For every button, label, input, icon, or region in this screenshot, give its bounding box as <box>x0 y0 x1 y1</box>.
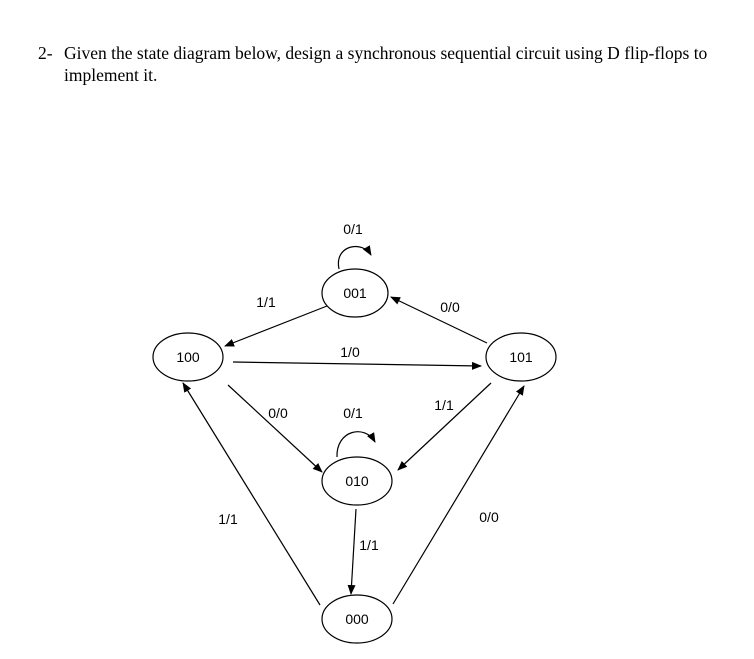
transition-101-to-010 <box>398 383 491 470</box>
transition-010-to-000 <box>351 509 379 594</box>
state-label: 001 <box>343 285 367 301</box>
transition-label: 0/1 <box>343 221 363 237</box>
transition-001-self-loop <box>338 221 371 269</box>
state-label: 100 <box>176 349 200 365</box>
state-010 <box>322 457 392 505</box>
state-label: 000 <box>345 611 369 627</box>
transition-000-to-101 <box>393 386 524 604</box>
transition-100-to-010 <box>228 385 322 472</box>
transition-100-to-101 <box>233 344 481 366</box>
transition-label: 0/1 <box>343 405 363 421</box>
transition-label: 1/1 <box>218 511 238 527</box>
question-body: Given the state diagram below, design a synchronous sequential circuit using D flip-flops to implement it. <box>64 43 708 85</box>
transition-label: 0/0 <box>268 405 288 421</box>
transition-label: 1/1 <box>434 397 454 413</box>
state-000 <box>322 595 392 643</box>
transition-001-to-100 <box>225 294 327 346</box>
state-label: 101 <box>509 349 533 365</box>
transition-101-to-001 <box>391 297 487 343</box>
transition-000-to-100 <box>183 383 320 605</box>
state-101 <box>486 333 556 381</box>
transition-label: 0/0 <box>440 299 460 315</box>
transition-010-self-loop <box>337 405 375 457</box>
state-label: 010 <box>345 473 369 489</box>
transition-label: 1/1 <box>256 294 276 310</box>
question-number: 2- <box>38 43 53 63</box>
state-001 <box>322 269 388 317</box>
state-100 <box>153 333 223 381</box>
transition-label: 1/1 <box>359 537 379 553</box>
transition-label: 0/0 <box>479 509 499 525</box>
transition-label: 1/0 <box>340 344 360 360</box>
